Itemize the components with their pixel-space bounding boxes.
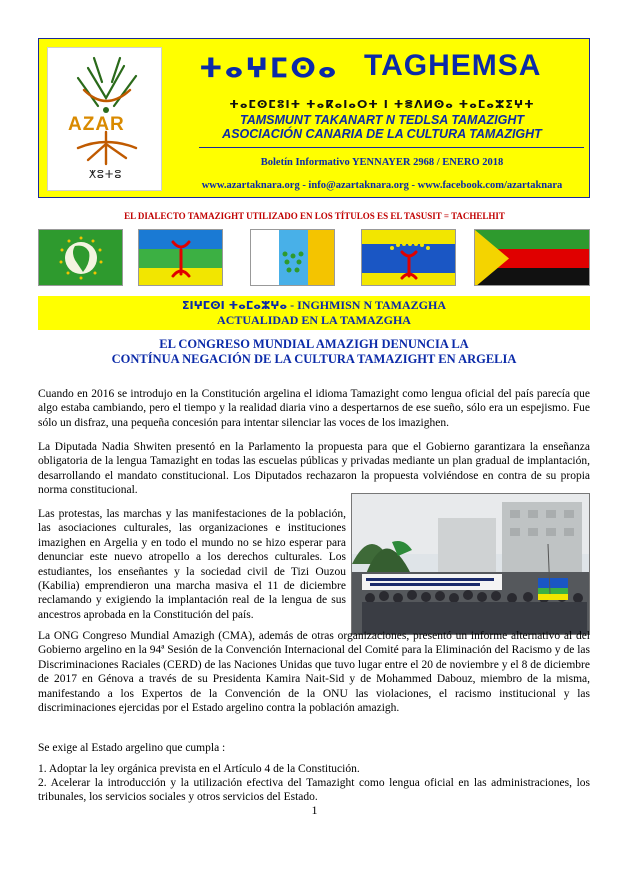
page-number: 1 xyxy=(311,803,318,817)
azawad-flag xyxy=(474,229,590,286)
logo-wordmark: AZAR xyxy=(68,114,125,135)
section-title-suffix: - INGHMISN N TAMAZGHA xyxy=(287,298,447,312)
newsletter-title: TAGHEMSA xyxy=(364,49,542,82)
kabyle-flag xyxy=(361,229,456,286)
newsletter-header xyxy=(38,38,590,198)
headline-line1: EL CONGRESO MUNDIAL AMAZIGH DENUNCIA LA xyxy=(159,337,469,351)
protest-march-photo xyxy=(351,493,590,635)
article-paragraph-1: Cuando en 2016 se introdujo en la Constitución argelina el idioma Tamazight como lengua oficial del país parecía que algo estaba cambiando, pero el tiempo y la realidad diaria vino a despertarnos de ese sueño, sólo era un espejismo. Fue sólo un disfraz, una pequeña concesión para intentar silenciar las voces de los imazighen. xyxy=(38,388,590,429)
contact-links: www.azartaknara.org - info@azartaknara.org - www.facebook.com/azartaknara xyxy=(201,180,563,191)
article-paragraph-2: La Diputada Nadia Shwiten presentó en la Parlamento la propuesta para que el Gobierno garantizara la enseñanza obligatoria de la lengua Tamazight en todas las escuelas públicas y privadas mediante un plan gradual de implantación, desarrollando el mandato constitucional. Los Diputados rechazaron la propuesta volviéndose en contra de su propia norma constitucional. xyxy=(38,441,590,497)
section-title-line2: ACTUALIDAD EN LA TAMAZGHA xyxy=(217,313,411,327)
demands-intro: Se exige al Estado argelino que cumpla : xyxy=(38,742,226,754)
section-title-line1 xyxy=(38,298,590,313)
demand-item-2: 2. Acelerar la introducción y la utilización efectiva del Tamazight como lengua oficial en las administraciones, los tribunales, los servicios sociales y otros servicios del Estado. xyxy=(38,777,590,804)
section-title-tifinagh: ⵉⵏⵖⵎⵙⵏ ⵜⴰⵎⴰⵣⵖⴰ xyxy=(181,299,288,312)
article-paragraph-4: La ONG Congreso Mundial Amazigh (CMA), además de otras organizaciones, presentó un informe alternativo al del Gobierno argelino en la 94ª Sesión de la Convención Internacional del Comité para la Eliminación del Racismo y de las Discriminaciones Raciales (CERD) de las Naciones Unidas que tuvo lugar entre el 20 de noviembre y el 8 de diciembre de 2017 en Génova a través de su Presidenta Kamira Nait-Sid y de Mohammed Dabouz, miembro de la misma, manifestando a los Expertos de la Convención de la ONU las violaciones, el racismo institucional y las discriminaciones ejercidas por el Estado argelino contra la población amazigh. xyxy=(38,630,590,715)
canary-independence-flag xyxy=(250,229,335,286)
african-union-flag xyxy=(38,229,123,286)
association-name-tamazight: TAMSMUNT TAKANART N TEDLSA TAMAZIGHT xyxy=(240,113,524,127)
demand-item-1: 1. Adoptar la ley orgánica prevista en el Artículo 4 de la Constitución. xyxy=(38,763,360,775)
azar-logo xyxy=(47,47,162,191)
title-tifinagh: ⵜⴰⵖⵎⵙⴰ xyxy=(199,53,339,84)
dialect-note: EL DIALECTO TAMAZIGHT UTILIZADO EN LOS TÍTULOS ES EL TASUSIT = TACHELHIT xyxy=(124,211,505,221)
amazigh-flag xyxy=(138,229,223,286)
logo-tifinagh-text: ⵅⵓⵜⵓ xyxy=(88,168,123,181)
article-paragraph-3: Las protestas, las marchas y las manifestaciones de la población, las asociaciones culturales, las organizaciones e instituciones imazighen en Argelia y en todo el mundo no se hizo esperar para denunciar este nuevo atropello a los derechos culturales. Los estudiantes, los enseñantes y la sociedad civil de Tizi Ouzou (Kabilia) emprendieron una marcha masiva el 11 de diciembre reclamando y exigiendo la implantación real de la lengua de sus ancestros aprobada en la Constitución del país. xyxy=(38,508,346,621)
association-name-spanish: ASOCIACIÓN CANARIA DE LA CULTURA TAMAZIGHT xyxy=(222,127,542,141)
bulletin-edition: Boletín Informativo YENNAYER 2968 / ENERO 2018 xyxy=(260,157,504,168)
headline-line2: CONTÍNUA NEGACIÓN DE LA CULTURA TAMAZIGHT EN ARGELIA xyxy=(111,352,517,366)
section-header xyxy=(38,296,590,330)
association-tifinagh: ⵜⴰⵎⵙⵎⵓⵏⵜ ⵜⴰⴽⴰⵏⴰⵔⵜ ⵏ ⵜⴻⴷⵍⵙⴰ ⵜⴰⵎⴰⵣⵉⵖⵜ xyxy=(229,98,535,111)
article-headline xyxy=(38,337,590,367)
header-divider xyxy=(199,147,584,148)
